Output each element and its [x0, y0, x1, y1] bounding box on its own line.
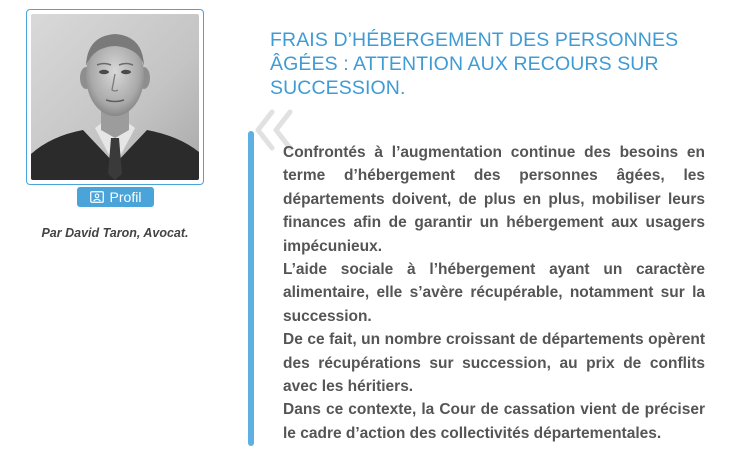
author-photo-frame	[26, 9, 204, 185]
profile-card-icon	[90, 191, 104, 203]
author-photo	[31, 14, 199, 180]
article-paragraph: Confrontés à l’augmentation continue des besoins en terme d’hébergement des personnes âgées, les départements doivent, de plus en plus, mobiliser leurs finances afin de garantir un hébergement aux usagers impécunieux.	[283, 144, 705, 255]
article-paragraph: De ce fait, un nombre croissant de départements opèrent des récupérations sur succession, au prix de conflits avec les héritiers.	[283, 331, 705, 396]
quote-bar	[248, 131, 254, 446]
author-byline: Par David Taron, Avocat.	[41, 226, 189, 240]
profile-button-label: Profil	[109, 189, 142, 205]
article-title: FRAIS D’HÉBERGEMENT DES PERSONNES ÂGÉES : ATTENTION AUX RECOURS SUR SUCCESSION.	[270, 29, 679, 99]
profile-button[interactable]	[77, 187, 154, 207]
article-body	[283, 141, 705, 445]
article-paragraph: L’aide sociale à l’hébergement ayant un caractère alimentaire, elle s’avère récupérable, notamment sur la succession.	[283, 261, 705, 325]
article-paragraph: Dans ce contexte, la Cour de cassation vient de préciser le cadre d’action des collectivités départementales.	[283, 401, 705, 442]
